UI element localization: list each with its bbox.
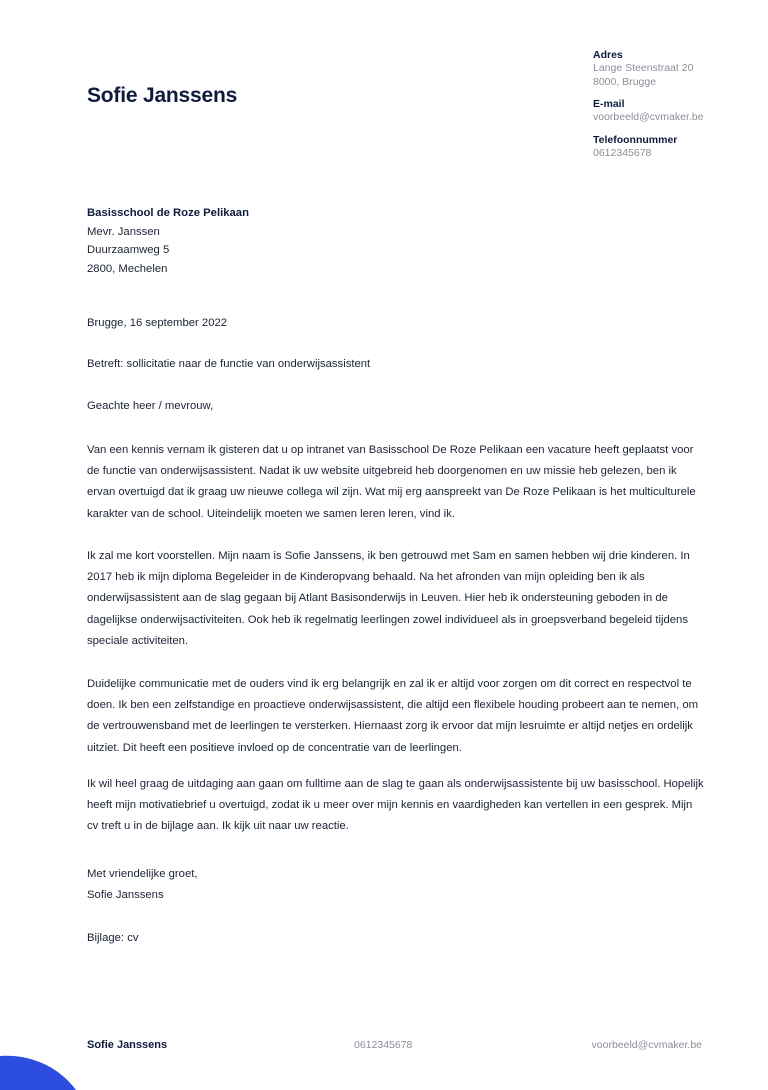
subject-line: Betreft: sollicitatie naar de functie van onderwijsassistent (87, 358, 371, 370)
corner-shape-icon (0, 1050, 90, 1090)
phone-block (593, 133, 763, 161)
corner-decoration (0, 1050, 90, 1090)
address-label: Adres (593, 49, 623, 61)
paragraph-2 (87, 546, 707, 652)
paragraph-line: karakter van de school. Uiteindelijk moeten we samen leren leren, vind ik. (87, 507, 455, 520)
closing: Met vriendelijke groet, (87, 868, 198, 880)
paragraph-4 (87, 774, 707, 838)
paragraph-line: Van een kennis vernam ik gisteren dat u op intranet van Basisschool De Roze Pelikaan een vacature heeft geplaatst voor (87, 444, 694, 456)
paragraph-line: uitziet. Dit heeft een positieve invloed op de concentratie van de leerlingen. (87, 741, 462, 754)
address-line-1: Lange Steenstraat 20 (593, 62, 694, 74)
paragraph-line: dagelijkse onderwijsactiviteiten. Ook heb ik regelmatig leerlingen zowel individueel als in groepsverband begeleid tijdens (87, 613, 688, 626)
paragraph-line: cv treft u in de bijlage aan. Ik kijk uit naar uw reactie. (87, 820, 349, 833)
paragraph-line: Duidelijke communicatie met de ouders vind ik erg belangrijk en zal ik er altijd voor zorgen om dit correct en respectvol te (87, 678, 692, 690)
recipient-street: Duurzaamweg 5 (87, 244, 170, 256)
phone-value: 0612345678 (593, 146, 652, 159)
paragraph-line: 2017 heb ik mijn diploma Begeleider in de Kinderopvang behaald. Na het afronden van mijn opleiding ben ik als (87, 571, 645, 584)
contact-details (593, 48, 763, 168)
place-date: Brugge, 16 september 2022 (87, 317, 228, 329)
email-label: E-mail (593, 98, 625, 110)
address-block (593, 48, 763, 89)
paragraph-line: Ik wil heel graag de uitdaging aan gaan om fulltime aan de slag te gaan als onderwijsassistente bij uw basisschool. Hopelijk (87, 778, 704, 790)
sender-name: Sofie Janssens (87, 84, 238, 107)
paragraph-3 (87, 674, 707, 759)
recipient-contact: Mevr. Janssen (87, 225, 160, 238)
footer-email: voorbeeld@cvmaker.be (591, 1039, 702, 1051)
email-block (593, 97, 763, 125)
attachment-note: Bijlage: cv (87, 932, 139, 944)
recipient-block (87, 204, 249, 278)
signature: Sofie Janssens (87, 889, 164, 901)
paragraph-line: de vertrouwensband met de leerlingen te versterken. Hiernaast zorg ik ervoor dat mijn lesruimte er altijd netjes en ordelijk (87, 720, 693, 733)
paragraph-line: ervan overtuigd dat ik graag uw nieuwe collega wil zijn. Wat mij erg aanspreekt van De Roze Pelikaan is het multiculturele (87, 486, 696, 499)
paragraph-line: speciale activiteiten. (87, 634, 189, 647)
address-line-2: 8000, Brugge (593, 75, 657, 88)
footer-name: Sofie Janssens (87, 1039, 168, 1051)
phone-label: Telefoonnummer (593, 133, 678, 146)
salutation: Geachte heer / mevrouw, (87, 400, 214, 412)
paragraph-line: doen. Ik ben een zelfstandige en proactieve onderwijsassistent, die altijd een flexibele houding probeert aan te nemen, om (87, 699, 699, 712)
paragraph-line: de functie van onderwijsassistent. Nadat ik uw website uitgebreid heb doorgenomen en uw missie heb gelezen, ben ik (87, 465, 677, 478)
paragraph-line: onderwijsassistent aan de slag gegaan bij Atlant Basisonderwijs in Leuven. Hier heb ik ondersteuning geboden in de (87, 592, 668, 605)
paragraph-line: Ik zal me kort voorstellen. Mijn naam is Sofie Janssens, ik ben getrouwd met Sam en samen hebben wij drie kinderen. In (87, 550, 690, 562)
recipient-organization: Basisschool de Roze Pelikaan (87, 207, 249, 219)
recipient-city: 2800, Mechelen (87, 262, 168, 275)
footer-phone: 0612345678 (354, 1039, 413, 1051)
paragraph-1 (87, 440, 707, 525)
email-value: voorbeeld@cvmaker.be (593, 111, 704, 123)
paragraph-line: heeft mijn motivatiebrief u overtuigd, zodat ik u meer over mijn kennis en vaardigheden kan vertellen in een gesprek. Mijn (87, 799, 693, 812)
